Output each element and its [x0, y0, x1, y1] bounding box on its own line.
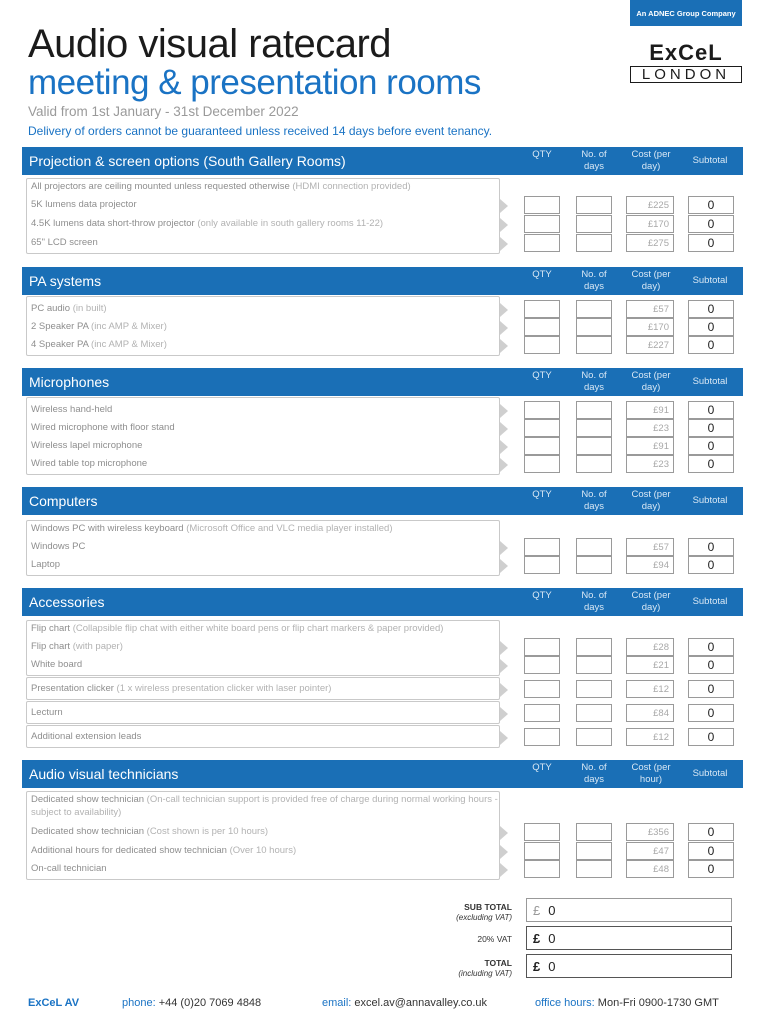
item-label [31, 422, 175, 433]
days-input[interactable] [576, 196, 612, 214]
column-days: No. of days [581, 269, 607, 292]
cost-value: £91 [626, 401, 674, 419]
column-cost: Cost (per day) [631, 149, 671, 172]
email-label: email: [322, 997, 352, 1009]
note-detail: (Collapsible flip chat with either white board pens or flip chart markers & paper provided) [72, 623, 444, 634]
item-row [22, 538, 743, 556]
arrow-icon [500, 303, 508, 317]
vat-field[interactable] [526, 926, 732, 950]
subtotal-value: 0 [688, 860, 734, 878]
note-label: Flip chart [31, 623, 71, 634]
days-input[interactable] [576, 638, 612, 656]
item-name: Wired microphone with floor stand [31, 422, 175, 433]
column-days: No. of days [581, 149, 607, 172]
footer-phone[interactable] [122, 997, 261, 1009]
section-note [31, 522, 501, 535]
days-input[interactable] [576, 704, 612, 722]
column-subtotal: Subtotal [692, 155, 728, 166]
section-header [22, 588, 743, 616]
arrow-icon [500, 826, 508, 840]
arrow-icon [500, 404, 508, 418]
column-qty: QTY [532, 370, 552, 381]
cost-value: £12 [626, 680, 674, 698]
subtotal-value: 0 [688, 656, 734, 674]
days-input[interactable] [576, 419, 612, 437]
qty-input[interactable] [524, 401, 560, 419]
cost-value: £84 [626, 704, 674, 722]
arrow-icon [500, 731, 508, 745]
item-name: Additional hours for dedicated show technician [31, 845, 227, 856]
note-label: Dedicated show technician [31, 794, 145, 805]
arrow-icon [500, 683, 508, 697]
subtotal-value: 0 [688, 538, 734, 556]
item-name: 4 Speaker PA [31, 339, 89, 350]
column-qty: QTY [532, 489, 552, 500]
item-label [31, 826, 268, 837]
section [22, 487, 743, 572]
qty-input[interactable] [524, 196, 560, 214]
item-label [31, 559, 60, 570]
item-row [22, 638, 743, 656]
days-input[interactable] [576, 556, 612, 574]
cost-value: £57 [626, 538, 674, 556]
column-days: No. of days [581, 489, 607, 512]
item-row [22, 823, 743, 841]
page-subtitle: meeting & presentation rooms [28, 63, 481, 102]
qty-input[interactable] [524, 860, 560, 878]
item-name: Wireless hand-held [31, 404, 113, 415]
subtotal-value: 0 [688, 728, 734, 746]
subtotal-value: 0 [688, 234, 734, 252]
section-header [22, 487, 743, 515]
qty-input[interactable] [524, 300, 560, 318]
item-row [22, 196, 743, 214]
days-input[interactable] [576, 860, 612, 878]
arrow-icon [500, 458, 508, 472]
item-row [22, 437, 743, 455]
arrow-icon [500, 440, 508, 454]
vat-label: 20% VAT [477, 934, 512, 944]
logo-top-text: ExCeL [649, 40, 723, 65]
item-detail: (inc AMP & Mixer) [91, 321, 167, 332]
item-label [31, 541, 85, 552]
item-row [22, 336, 743, 354]
note-detail: (HDMI connection provided) [292, 181, 411, 192]
section [22, 368, 743, 471]
section-header [22, 267, 743, 295]
section-title: Projection & screen options (South Gallery Rooms) [29, 153, 346, 169]
column-subtotal: Subtotal [692, 495, 728, 506]
item-name: 65" LCD screen [31, 237, 98, 248]
days-input[interactable] [576, 842, 612, 860]
item-name: Windows PC [31, 541, 86, 552]
column-cost: Cost (per day) [631, 269, 671, 292]
item-name: Lecturn [31, 707, 63, 718]
item-label [31, 339, 167, 350]
cost-value: £275 [626, 234, 674, 252]
item-label [31, 731, 141, 742]
validity-text: Valid from 1st January - 31st December 2022 [28, 104, 299, 119]
days-input[interactable] [576, 728, 612, 746]
item-row [22, 215, 743, 233]
arrow-icon [500, 321, 508, 335]
qty-input[interactable] [524, 419, 560, 437]
qty-input[interactable] [524, 842, 560, 860]
subtotal-value: 0 [688, 336, 734, 354]
item-name: 5K lumens data projector [31, 199, 137, 210]
footer-brand: ExCeL AV [28, 997, 80, 1009]
item-name: Wired table top microphone [31, 458, 148, 469]
subtotal-value: 0 [688, 318, 734, 336]
arrow-icon [500, 659, 508, 673]
days-input[interactable] [576, 656, 612, 674]
item-detail: (Cost shown is per 10 hours) [146, 826, 269, 837]
section-title: Audio visual technicians [29, 766, 179, 782]
note-detail: (On-call technician support is provided free of charge during normal working hours - subject to availability) [31, 794, 498, 818]
item-row [22, 300, 743, 318]
cost-value: £12 [626, 728, 674, 746]
section [22, 760, 743, 876]
column-days: No. of days [581, 762, 607, 785]
cost-value: £170 [626, 215, 674, 233]
section-title: Accessories [29, 594, 105, 610]
days-input[interactable] [576, 680, 612, 698]
subtotal-value: 0 [688, 196, 734, 214]
arrow-icon [500, 641, 508, 655]
subtotal-value: 0 [548, 903, 556, 918]
footer-email[interactable] [322, 997, 487, 1009]
qty-input[interactable] [524, 215, 560, 233]
section-header [22, 760, 743, 788]
page-title: Audio visual ratecard [28, 22, 392, 66]
column-qty: QTY [532, 269, 552, 280]
subtotal-value: 0 [688, 300, 734, 318]
section [22, 147, 743, 250]
arrow-icon [500, 541, 508, 555]
subtotal-value: 0 [688, 401, 734, 419]
qty-input[interactable] [524, 680, 560, 698]
item-detail: (in built) [72, 303, 107, 314]
column-cost: Cost (per day) [631, 489, 671, 512]
arrow-icon [500, 199, 508, 213]
logo-bottom-text: LONDON [630, 66, 742, 83]
note-detail: (Microsoft Office and VLC media player installed) [186, 523, 393, 534]
item-name: Dedicated show technician [31, 826, 145, 837]
days-input[interactable] [576, 234, 612, 252]
section-title: Computers [29, 493, 98, 509]
item-name: White board [31, 659, 83, 670]
section-title: PA systems [29, 273, 102, 289]
cost-value: £28 [626, 638, 674, 656]
item-detail: (1 x wireless presentation clicker with laser pointer) [116, 683, 332, 694]
phone-value: +44 (0)20 7069 4848 [158, 997, 262, 1009]
vat-value: 0 [548, 931, 556, 946]
column-days: No. of days [581, 590, 607, 613]
subtotal-value: 0 [688, 823, 734, 841]
cost-value: £94 [626, 556, 674, 574]
item-row [22, 419, 743, 437]
qty-input[interactable] [524, 728, 560, 746]
cost-value: £57 [626, 300, 674, 318]
days-input[interactable] [576, 401, 612, 419]
arrow-icon [500, 422, 508, 436]
item-row [22, 401, 743, 419]
arrow-icon [500, 218, 508, 232]
adnec-badge: An ADNEC Group Company [630, 0, 742, 26]
subtotal-label [420, 902, 512, 923]
footer-hours [535, 997, 719, 1009]
subtotal-value: 0 [688, 419, 734, 437]
qty-input[interactable] [524, 823, 560, 841]
cost-value: £23 [626, 419, 674, 437]
pound-sign: £ [533, 959, 541, 974]
qty-input[interactable] [524, 318, 560, 336]
subtotal-label-text: SUB TOTAL [464, 902, 512, 912]
item-row [22, 704, 743, 722]
item-label [31, 199, 137, 210]
column-qty: QTY [532, 149, 552, 160]
total-field[interactable] [526, 954, 732, 978]
item-row [22, 318, 743, 336]
column-subtotal: Subtotal [692, 596, 728, 607]
column-qty: QTY [532, 590, 552, 601]
item-label [31, 707, 63, 718]
item-detail: (with paper) [72, 641, 123, 652]
item-detail: (inc AMP & Mixer) [91, 339, 167, 350]
days-input[interactable] [576, 318, 612, 336]
subtotal-value: 0 [688, 215, 734, 233]
item-label [31, 404, 112, 415]
subtotal-note: (excluding VAT) [456, 913, 512, 922]
item-name: Flip chart [31, 641, 71, 652]
item-name: On-call technician [31, 863, 107, 874]
cost-value: £225 [626, 196, 674, 214]
section [22, 267, 743, 352]
days-input[interactable] [576, 823, 612, 841]
item-row [22, 728, 743, 746]
excel-london-logo [630, 42, 742, 83]
arrow-icon [500, 559, 508, 573]
column-subtotal: Subtotal [692, 768, 728, 779]
section-header [22, 147, 743, 175]
item-name: Laptop [31, 559, 61, 570]
section-note [31, 180, 501, 193]
cost-value: £356 [626, 823, 674, 841]
hours-value: Mon-Fri 0900-1730 GMT [597, 997, 719, 1009]
arrow-icon [500, 707, 508, 721]
arrow-icon [500, 845, 508, 859]
email-value: excel.av@annavalley.co.uk [354, 997, 488, 1009]
subtotal-value: 0 [688, 556, 734, 574]
pound-sign: £ [533, 931, 541, 946]
subtotal-value: 0 [688, 704, 734, 722]
subtotal-field[interactable] [526, 898, 732, 922]
days-input[interactable] [576, 215, 612, 233]
item-name: PC audio [31, 303, 71, 314]
arrow-icon [500, 339, 508, 353]
phone-label: phone: [122, 997, 156, 1009]
column-days: No. of days [581, 370, 607, 393]
arrow-icon [500, 863, 508, 877]
cost-value: £227 [626, 336, 674, 354]
qty-input[interactable] [524, 437, 560, 455]
column-subtotal: Subtotal [692, 376, 728, 387]
qty-input[interactable] [524, 638, 560, 656]
days-input[interactable] [576, 437, 612, 455]
qty-input[interactable] [524, 336, 560, 354]
note-label: All projectors are ceiling mounted unless requested otherwise [31, 181, 290, 192]
column-cost: Cost (per day) [631, 590, 671, 613]
total-label [420, 958, 512, 979]
item-label [31, 237, 98, 248]
item-row [22, 860, 743, 878]
qty-input[interactable] [524, 538, 560, 556]
item-name: 4.5K lumens data short-throw projector [31, 218, 195, 229]
column-subtotal: Subtotal [692, 275, 728, 286]
subtotal-value: 0 [688, 437, 734, 455]
subtotal-value: 0 [688, 638, 734, 656]
delivery-notice: Delivery of orders cannot be guaranteed unless received 14 days before event tenancy. [28, 124, 493, 138]
days-input[interactable] [576, 538, 612, 556]
section-header [22, 368, 743, 396]
item-detail: (Over 10 hours) [229, 845, 297, 856]
item-name: Presentation clicker [31, 683, 114, 694]
days-input[interactable] [576, 300, 612, 318]
item-label [31, 218, 383, 229]
pound-sign: £ [533, 903, 541, 918]
days-input[interactable] [576, 455, 612, 473]
days-input[interactable] [576, 336, 612, 354]
cost-value: £91 [626, 437, 674, 455]
item-label [31, 303, 107, 314]
item-label [31, 659, 82, 670]
section-title: Microphones [29, 374, 110, 390]
section-note [31, 622, 501, 635]
qty-input[interactable] [524, 556, 560, 574]
note-label: Windows PC with wireless keyboard [31, 523, 184, 534]
arrow-icon [500, 237, 508, 251]
qty-input[interactable] [524, 234, 560, 252]
item-label [31, 641, 123, 652]
item-name: 2 Speaker PA [31, 321, 89, 332]
cost-value: £170 [626, 318, 674, 336]
subtotal-value: 0 [688, 455, 734, 473]
qty-input[interactable] [524, 656, 560, 674]
total-value: 0 [548, 959, 556, 974]
item-label [31, 863, 107, 874]
total-note: (including VAT) [458, 969, 512, 978]
column-cost: Cost (per hour) [631, 762, 671, 785]
item-row [22, 680, 743, 698]
cost-value: £48 [626, 860, 674, 878]
section-note [31, 793, 501, 819]
subtotal-value: 0 [688, 680, 734, 698]
qty-input[interactable] [524, 704, 560, 722]
item-name: Additional extension leads [31, 731, 142, 742]
qty-input[interactable] [524, 455, 560, 473]
hours-label: office hours: [535, 997, 595, 1009]
item-row [22, 842, 743, 860]
item-row [22, 656, 743, 674]
cost-value: £23 [626, 455, 674, 473]
cost-value: £47 [626, 842, 674, 860]
cost-value: £21 [626, 656, 674, 674]
section [22, 588, 743, 744]
subtotal-value: 0 [688, 842, 734, 860]
column-qty: QTY [532, 762, 552, 773]
item-label [31, 321, 167, 332]
item-row [22, 455, 743, 473]
item-row [22, 556, 743, 574]
column-cost: Cost (per day) [631, 370, 671, 393]
item-name: Wireless lapel microphone [31, 440, 143, 451]
item-label [31, 440, 142, 451]
total-label-text: TOTAL [484, 958, 512, 968]
item-row [22, 234, 743, 252]
item-label [31, 458, 147, 469]
item-label [31, 845, 296, 856]
item-detail: (only available in south gallery rooms 11-22) [197, 218, 384, 229]
item-label [31, 683, 331, 694]
